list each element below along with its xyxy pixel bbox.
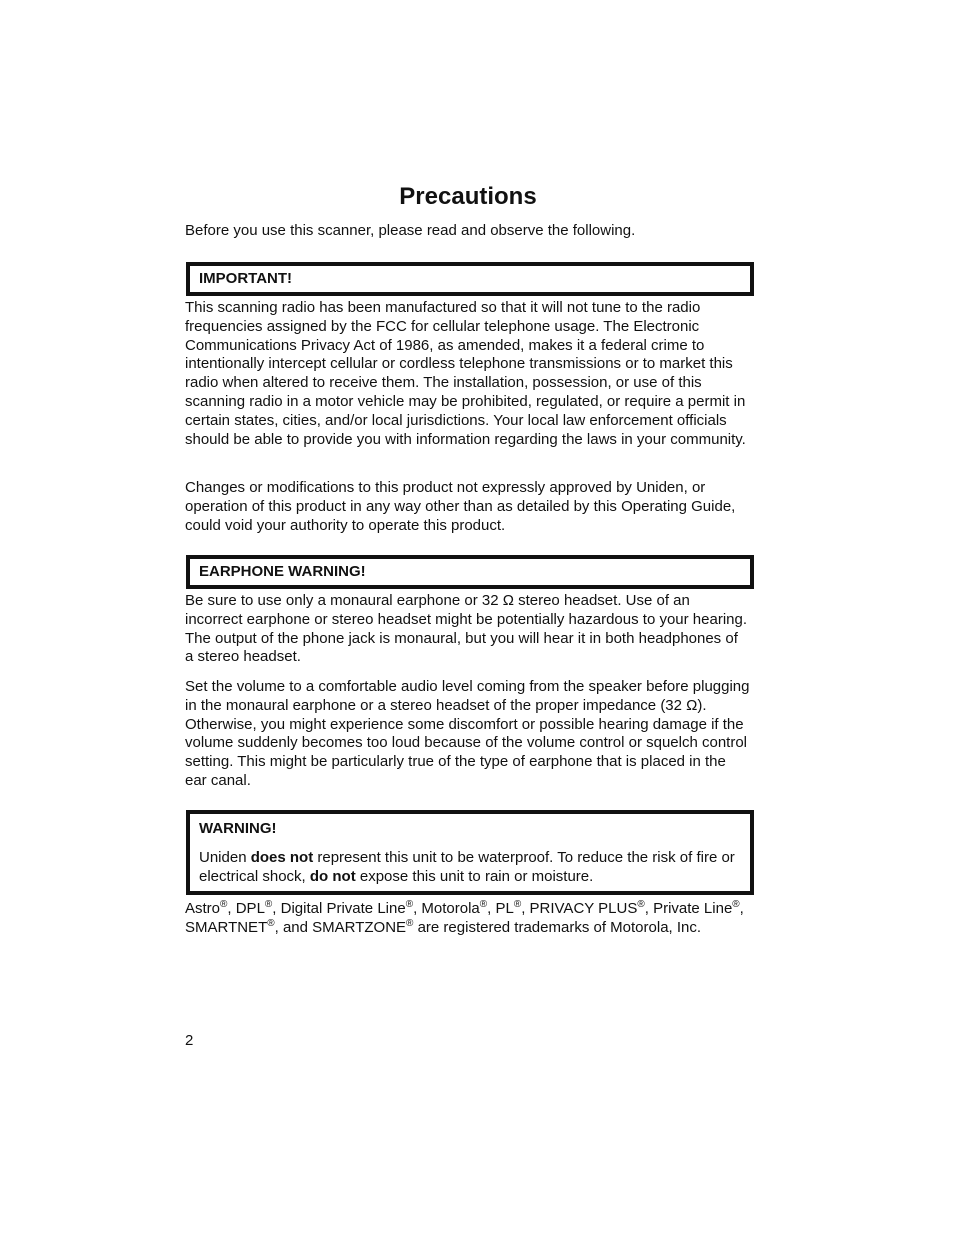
warning-emphasis: does not [250, 848, 314, 866]
warning-paragraph [199, 849, 750, 887]
registered-mark: ® [264, 899, 273, 910]
trademark-name: , and SMARTZONE [274, 918, 407, 936]
warning-box [186, 810, 754, 895]
page-number: 2 [185, 1032, 194, 1049]
modifications-paragraph: Changes or modifications to this product not expressly approved by Uniden, or operation of this product in any way other than as detailed by this Operating Guide, could void your authority to operate this product. [185, 479, 736, 534]
trademark-name: , PRIVACY PLUS [521, 900, 638, 917]
trademark-name: , Private Line [644, 900, 733, 917]
warning-text-part: represent this unit to be waterproof. To reduce the risk of fire or electrical shock, [199, 848, 735, 885]
registered-mark: ® [405, 899, 414, 910]
registered-mark: ® [479, 899, 488, 910]
important-paragraph: This scanning radio has been manufactured so that it will not tune to the radio frequencies assigned by the FCC for cellular telephone usage. The Electronic Communications Privacy Act of 1986, as amended, makes it a federal crime to intentionally intercept cellular or cordless telephone transmissions or to market this radio when altered to receive them. The installation, possession, or use of this scanning radio in a motor vehicle may be prohibited, regulated, or require a permit in certain states, cities, and/or local jurisdictions. Your local law enforcement officials should be able to provide you with information regarding the laws in your community. [185, 299, 746, 448]
trademark-paragraph [185, 900, 750, 938]
earphone-warning-heading: EARPHONE WARNING! [199, 563, 366, 580]
warning-text-part: Uniden [199, 848, 251, 866]
trademark-name: , DPL [227, 900, 265, 917]
page-title: Precautions [399, 183, 537, 210]
trademark-name: , Motorola [413, 900, 480, 917]
warning-text-part: expose this unit to rain or moisture. [355, 867, 594, 885]
trademark-statement: are registered trademarks of Motorola, Inc. [413, 918, 702, 936]
registered-mark: ® [513, 899, 522, 910]
registered-mark: ® [220, 899, 228, 910]
trademark-name: Astro [185, 900, 221, 917]
trademark-name: , SMARTNET [185, 900, 744, 936]
warning-heading: WARNING! [199, 820, 277, 837]
registered-mark: ® [637, 899, 645, 910]
trademark-name: , PL [487, 900, 514, 917]
earphone-warning-heading-box [186, 555, 754, 589]
warning-emphasis: do not [309, 867, 356, 885]
intro-text: Before you use this scanner, please read and observe the following. [185, 222, 636, 239]
registered-mark: ® [406, 917, 414, 929]
important-heading-box [186, 262, 754, 296]
earphone-paragraph: Be sure to use only a monaural earphone or 32 Ω stereo headset. Use of an incorrect earphone or stereo headset might be potentially hazardous to your hearing. The output of the phone jack is monaural, but you will hear it in both headphones of a stereo headset. [185, 592, 748, 666]
registered-mark: ® [267, 917, 275, 929]
important-heading: IMPORTANT! [199, 270, 293, 287]
volume-paragraph: Set the volume to a comfortable audio level coming from the speaker before plugging in the monaural earphone or a stereo headset of the proper impedance (32 Ω). Otherwise, you might experience some discomfort or possible hearing damage if the volume suddenly becomes too loud because of the volume control or squelch control setting. This might be particularly true of the type of earphone that is placed in the ear canal. [185, 678, 750, 789]
registered-mark: ® [732, 899, 740, 910]
trademark-name: , Digital Private Line [272, 900, 406, 917]
